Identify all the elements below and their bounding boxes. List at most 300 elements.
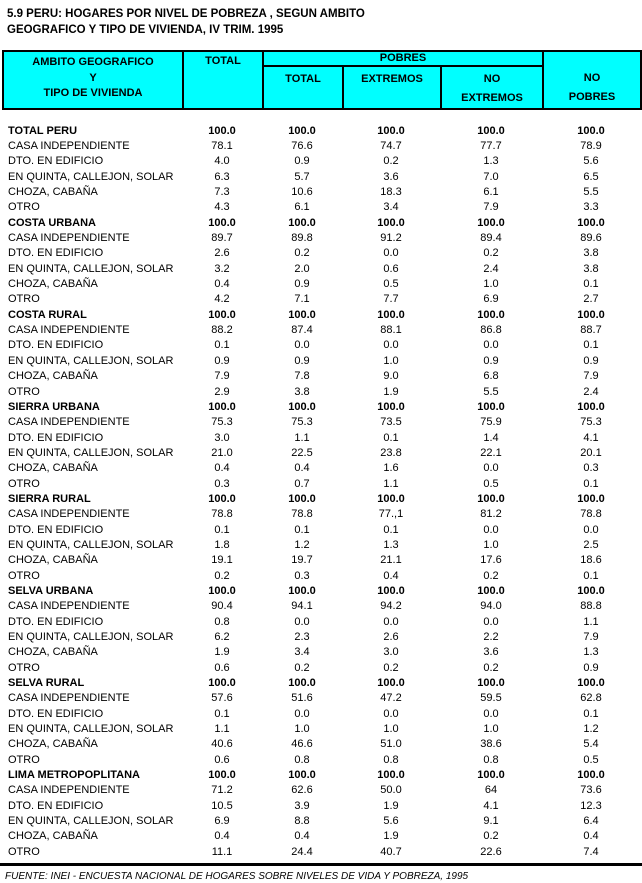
cell-value: 0.0 <box>294 339 310 352</box>
table-row <box>2 522 640 537</box>
cell-value: 2.4 <box>483 262 499 275</box>
cell-value: 3.8 <box>294 385 310 398</box>
cell-value: 0.9 <box>483 354 499 367</box>
cell-value: 100.0 <box>377 492 405 505</box>
cell-value: 78.1 <box>211 140 233 153</box>
cell-value: 6.4 <box>583 815 599 828</box>
cell-value: 100.0 <box>288 584 316 597</box>
row-label: DTO. EN EDIFICIO <box>8 155 104 168</box>
cell-value: 100.0 <box>288 124 316 137</box>
cell-value: 3.0 <box>383 646 399 659</box>
cell-value: 0.0 <box>383 247 399 260</box>
table-row <box>2 415 640 430</box>
cell-value: 0.0 <box>294 615 310 628</box>
cell-value: 0.0 <box>483 523 499 536</box>
cell-value: 89.7 <box>211 232 233 245</box>
header-no-pobres-line-1: NO <box>583 72 601 84</box>
cell-value: 1.8 <box>214 538 230 551</box>
table-row <box>2 721 640 736</box>
cell-value: 2.3 <box>294 631 310 644</box>
table-row <box>2 322 640 337</box>
cell-value: 1.3 <box>383 538 399 551</box>
cell-value: 0.4 <box>294 830 310 843</box>
cell-value: 50.0 <box>380 784 402 797</box>
section-header-row <box>2 215 640 230</box>
cell-value: 7.8 <box>294 370 310 383</box>
cell-value: 0.8 <box>483 753 499 766</box>
section-header-row <box>2 767 640 782</box>
header-no-extremos-line-2: EXTREMOS <box>461 92 523 104</box>
cell-value: 1.0 <box>383 354 399 367</box>
table-row <box>2 369 640 384</box>
cell-value: 100.0 <box>577 584 605 597</box>
header-cell-ambito <box>3 51 183 109</box>
row-label: CHOZA, CABAÑA <box>8 278 98 291</box>
header-no-pobres-line-2: POBRES <box>568 91 616 103</box>
cell-value: 1.1 <box>583 615 599 628</box>
cell-value: 18.6 <box>580 554 602 567</box>
title-line-2: GEOGRAFICO Y TIPO DE VIVIENDA, IV TRIM. 1995 <box>7 24 284 36</box>
cell-value: 100.0 <box>377 400 405 413</box>
cell-value: 0.1 <box>583 477 599 490</box>
row-label: CASA INDEPENDIENTE <box>8 692 130 705</box>
cell-value: 100.0 <box>288 400 316 413</box>
cell-value: 6.2 <box>214 631 230 644</box>
cell-value: 21.0 <box>211 446 233 459</box>
cell-value: 0.8 <box>294 753 310 766</box>
table-header <box>2 50 642 110</box>
cell-value: 2.6 <box>383 631 399 644</box>
cell-value: 0.3 <box>583 462 599 475</box>
cell-value: 0.9 <box>294 155 310 168</box>
section-header-row <box>2 123 640 138</box>
cell-value: 100.0 <box>288 216 316 229</box>
cell-value: 1.1 <box>294 431 310 444</box>
table-row <box>2 445 640 460</box>
cell-value: 0.9 <box>214 354 230 367</box>
cell-value: 57.6 <box>211 692 233 705</box>
section-header-row <box>2 491 640 506</box>
cell-value: 2.7 <box>583 293 599 306</box>
cell-value: 7.3 <box>214 186 230 199</box>
cell-value: 88.7 <box>580 324 602 337</box>
cell-value: 6.1 <box>483 186 499 199</box>
cell-value: 0.1 <box>583 278 599 291</box>
table-row <box>2 645 640 660</box>
document-title <box>7 6 642 38</box>
cell-value: 73.6 <box>580 784 602 797</box>
table-row <box>2 338 640 353</box>
section-header-row <box>2 675 640 690</box>
cell-value: 3.4 <box>383 201 399 214</box>
row-label: CASA INDEPENDIENTE <box>8 600 130 613</box>
cell-value: 0.0 <box>483 707 499 720</box>
cell-value: 7.1 <box>294 293 310 306</box>
cell-value: 1.0 <box>483 538 499 551</box>
cell-value: 0.9 <box>294 354 310 367</box>
row-label: OTRO <box>8 753 40 766</box>
cell-value: 1.9 <box>214 646 230 659</box>
table-row <box>2 230 640 245</box>
section-name: SELVA URBANA <box>8 584 94 597</box>
cell-value: 91.2 <box>380 232 402 245</box>
cell-value: 100.0 <box>377 124 405 137</box>
cell-value: 94.2 <box>380 600 402 613</box>
table-row <box>2 169 640 184</box>
cell-value: 6.8 <box>483 370 499 383</box>
cell-value: 22.5 <box>291 446 313 459</box>
cell-value: 0.4 <box>583 830 599 843</box>
table-row <box>2 752 640 767</box>
cell-value: 2.4 <box>583 385 599 398</box>
cell-value: 20.1 <box>580 446 602 459</box>
cell-value: 10.6 <box>291 186 313 199</box>
header-cell-total: TOTAL <box>183 51 263 109</box>
cell-value: 62.6 <box>291 784 313 797</box>
cell-value: 0.1 <box>383 431 399 444</box>
row-label: EN QUINTA, CALLEJON, SOLAR <box>8 723 174 736</box>
cell-value: 0.4 <box>214 830 230 843</box>
cell-value: 7.9 <box>583 631 599 644</box>
cell-value: 46.6 <box>291 738 313 751</box>
table-row <box>2 660 640 675</box>
row-label: CASA INDEPENDIENTE <box>8 324 130 337</box>
header-no-extremos-line-1: NO <box>483 73 501 85</box>
header-cell-pobres-group: POBRES <box>263 51 543 66</box>
cell-value: 100.0 <box>577 308 605 321</box>
table-row <box>2 261 640 276</box>
row-label: DTO. EN EDIFICIO <box>8 431 104 444</box>
table-row <box>2 138 640 153</box>
cell-value: 87.4 <box>291 324 313 337</box>
table-row <box>2 292 640 307</box>
cell-value: 0.2 <box>483 661 499 674</box>
cell-value: 81.2 <box>480 508 502 521</box>
cell-value: 0.8 <box>214 615 230 628</box>
row-label: CHOZA, CABAÑA <box>8 830 98 843</box>
cell-value: 0.3 <box>214 477 230 490</box>
cell-value: 7.9 <box>583 370 599 383</box>
cell-value: 19.7 <box>291 554 313 567</box>
cell-value: 1.4 <box>483 431 499 444</box>
cell-value: 62.8 <box>580 692 602 705</box>
header-ambito-line-1: AMBITO GEOGRAFICO <box>32 55 154 68</box>
cell-value: 0.5 <box>583 753 599 766</box>
cell-value: 9.0 <box>383 370 399 383</box>
row-label: EN QUINTA, CALLEJON, SOLAR <box>8 170 174 183</box>
row-label: DTO. EN EDIFICIO <box>8 799 104 812</box>
cell-value: 17.6 <box>480 554 502 567</box>
cell-value: 100.0 <box>577 400 605 413</box>
row-label: CHOZA, CABAÑA <box>8 462 98 475</box>
table-row <box>2 813 640 828</box>
cell-value: 75.3 <box>580 416 602 429</box>
section-name: COSTA URBANA <box>8 216 96 229</box>
row-label: CHOZA, CABAÑA <box>8 738 98 751</box>
cell-value: 2.5 <box>583 538 599 551</box>
cell-value: 94.0 <box>480 600 502 613</box>
table-row <box>2 200 640 215</box>
cell-value: 88.8 <box>580 600 602 613</box>
table-row <box>2 706 640 721</box>
cell-value: 0.2 <box>294 247 310 260</box>
table-row <box>2 737 640 752</box>
table-row <box>2 614 640 629</box>
cell-value: 4.0 <box>214 155 230 168</box>
row-label: EN QUINTA, CALLEJON, SOLAR <box>8 354 174 367</box>
table-row <box>2 476 640 491</box>
row-label: OTRO <box>8 385 40 398</box>
cell-value: 100.0 <box>577 216 605 229</box>
cell-value: 1.1 <box>383 477 399 490</box>
cell-value: 100.0 <box>577 677 605 690</box>
cell-value: 1.9 <box>383 385 399 398</box>
row-label: CASA INDEPENDIENTE <box>8 508 130 521</box>
cell-value: 0.1 <box>214 339 230 352</box>
header-cell-pobres-total: TOTAL <box>263 66 343 109</box>
cell-value: 0.1 <box>214 707 230 720</box>
section-name: SIERRA RURAL <box>8 492 91 505</box>
section-name: LIMA METROPOPLITANA <box>8 769 140 782</box>
cell-value: 3.6 <box>483 646 499 659</box>
row-label: DTO. EN EDIFICIO <box>8 707 104 720</box>
cell-value: 6.1 <box>294 201 310 214</box>
cell-value: 100.0 <box>577 769 605 782</box>
cell-value: 1.6 <box>383 462 399 475</box>
table-row <box>2 599 640 614</box>
cell-value: 4.3 <box>214 201 230 214</box>
header-ambito-line-3: TIPO DE VIVIENDA <box>43 87 143 100</box>
cell-value: 0.1 <box>383 523 399 536</box>
cell-value: 5.5 <box>583 186 599 199</box>
cell-value: 7.7 <box>383 293 399 306</box>
cell-value: 0.0 <box>383 339 399 352</box>
cell-value: 40.7 <box>380 845 402 858</box>
header-cell-no-extremos <box>441 66 543 109</box>
cell-value: 3.4 <box>294 646 310 659</box>
cell-value: 0.0 <box>483 615 499 628</box>
cell-value: 0.4 <box>294 462 310 475</box>
cell-value: 7.9 <box>214 370 230 383</box>
cell-value: 51.0 <box>380 738 402 751</box>
cell-value: 51.6 <box>291 692 313 705</box>
cell-value: 0.2 <box>383 661 399 674</box>
row-label: EN QUINTA, CALLEJON, SOLAR <box>8 446 174 459</box>
cell-value: 7.0 <box>483 170 499 183</box>
cell-value: 19.1 <box>211 554 233 567</box>
cell-value: 3.0 <box>214 431 230 444</box>
cell-value: 64 <box>484 784 498 797</box>
cell-value: 5.5 <box>483 385 499 398</box>
cell-value: 100.0 <box>477 769 505 782</box>
cell-value: 94.1 <box>291 600 313 613</box>
table-row <box>2 246 640 261</box>
cell-value: 0.6 <box>383 262 399 275</box>
cell-value: 74.7 <box>380 140 402 153</box>
row-label: CHOZA, CABAÑA <box>8 554 98 567</box>
section-header-row <box>2 307 640 322</box>
cell-value: 2.0 <box>294 262 310 275</box>
cell-value: 3.6 <box>383 170 399 183</box>
cell-value: 0.5 <box>383 278 399 291</box>
cell-value: 5.6 <box>383 815 399 828</box>
cell-value: 0.0 <box>294 707 310 720</box>
row-label: EN QUINTA, CALLEJON, SOLAR <box>8 815 174 828</box>
table-row <box>2 568 640 583</box>
table-body <box>2 123 640 860</box>
row-label: CASA INDEPENDIENTE <box>8 784 130 797</box>
cell-value: 90.4 <box>211 600 233 613</box>
cell-value: 78.8 <box>211 508 233 521</box>
cell-value: 21.1 <box>380 554 402 567</box>
cell-value: 100.0 <box>477 492 505 505</box>
cell-value: 100.0 <box>288 492 316 505</box>
cell-value: 1.2 <box>294 538 310 551</box>
table-row <box>2 384 640 399</box>
cell-value: 0.2 <box>383 155 399 168</box>
cell-value: 76.6 <box>291 140 313 153</box>
table-row <box>2 184 640 199</box>
section-name: SELVA RURAL <box>8 677 85 690</box>
cell-value: 0.2 <box>214 569 230 582</box>
row-label: EN QUINTA, CALLEJON, SOLAR <box>8 538 174 551</box>
cell-value: 100.0 <box>377 308 405 321</box>
cell-value: 100.0 <box>477 124 505 137</box>
cell-value: 0.0 <box>483 339 499 352</box>
row-label: CASA INDEPENDIENTE <box>8 140 130 153</box>
cell-value: 6.3 <box>214 170 230 183</box>
row-label: EN QUINTA, CALLEJON, SOLAR <box>8 262 174 275</box>
cell-value: 3.3 <box>583 201 599 214</box>
cell-value: 5.6 <box>583 155 599 168</box>
cell-value: 100.0 <box>208 584 236 597</box>
cell-value: 0.1 <box>583 569 599 582</box>
row-label: DTO. EN EDIFICIO <box>8 247 104 260</box>
cell-value: 8.8 <box>294 815 310 828</box>
cell-value: 7.4 <box>583 845 599 858</box>
header-row-group <box>3 51 641 66</box>
cell-value: 4.1 <box>583 431 599 444</box>
cell-value: 7.9 <box>483 201 499 214</box>
cell-value: 40.6 <box>211 738 233 751</box>
cell-value: 73.5 <box>380 416 402 429</box>
row-label: DTO. EN EDIFICIO <box>8 615 104 628</box>
cell-value: 100.0 <box>288 677 316 690</box>
row-label: OTRO <box>8 569 40 582</box>
cell-value: 0.5 <box>483 477 499 490</box>
cell-value: 100.0 <box>208 216 236 229</box>
cell-value: 0.9 <box>294 278 310 291</box>
cell-value: 10.5 <box>211 799 233 812</box>
cell-value: 0.9 <box>583 354 599 367</box>
cell-value: 1.3 <box>483 155 499 168</box>
cell-value: 0.4 <box>214 462 230 475</box>
cell-value: 0.3 <box>294 569 310 582</box>
cell-value: 100.0 <box>288 308 316 321</box>
header-cell-no-pobres <box>543 51 641 109</box>
row-label: CHOZA, CABAÑA <box>8 370 98 383</box>
cell-value: 100.0 <box>208 769 236 782</box>
cell-value: 100.0 <box>377 216 405 229</box>
cell-value: 0.1 <box>583 339 599 352</box>
cell-value: 0.2 <box>483 569 499 582</box>
section-header-row <box>2 583 640 598</box>
cell-value: 47.2 <box>380 692 402 705</box>
cell-value: 4.2 <box>214 293 230 306</box>
row-label: OTRO <box>8 661 40 674</box>
cell-value: 6.9 <box>483 293 499 306</box>
cell-value: 100.0 <box>477 677 505 690</box>
table-row <box>2 537 640 552</box>
footer-rule <box>0 863 642 866</box>
cell-value: 3.8 <box>583 262 599 275</box>
cell-value: 71.2 <box>211 784 233 797</box>
cell-value: 100.0 <box>208 124 236 137</box>
section-header-row <box>2 399 640 414</box>
cell-value: 100.0 <box>288 769 316 782</box>
row-label: DTO. EN EDIFICIO <box>8 339 104 352</box>
cell-value: 100.0 <box>377 584 405 597</box>
row-label: OTRO <box>8 293 40 306</box>
row-label: DTO. EN EDIFICIO <box>8 523 104 536</box>
cell-value: 0.1 <box>214 523 230 536</box>
cell-value: 0.0 <box>383 615 399 628</box>
cell-value: 89.8 <box>291 232 313 245</box>
cell-value: 23.8 <box>380 446 402 459</box>
header-ambito-line-2: Y <box>89 71 97 84</box>
table-row <box>2 353 640 368</box>
cell-value: 18.3 <box>380 186 402 199</box>
cell-value: 1.9 <box>383 799 399 812</box>
table-row <box>2 430 640 445</box>
cell-value: 1.0 <box>483 278 499 291</box>
row-label: OTRO <box>8 845 40 858</box>
cell-value: 0.8 <box>383 753 399 766</box>
cell-value: 0.9 <box>583 661 599 674</box>
cell-value: 11.1 <box>211 845 233 858</box>
table-row <box>2 691 640 706</box>
table-row <box>2 461 640 476</box>
cell-value: 100.0 <box>477 308 505 321</box>
row-label: CASA INDEPENDIENTE <box>8 232 130 245</box>
cell-value: 2.2 <box>483 631 499 644</box>
cell-value: 75.9 <box>480 416 502 429</box>
cell-value: 1.9 <box>383 830 399 843</box>
cell-value: 78.8 <box>580 508 602 521</box>
cell-value: 100.0 <box>208 677 236 690</box>
section-name: COSTA RURAL <box>8 308 87 321</box>
section-name: TOTAL PERU <box>8 124 78 137</box>
cell-value: 3.2 <box>214 262 230 275</box>
cell-value: 0.6 <box>214 661 230 674</box>
cell-value: 2.9 <box>214 385 230 398</box>
cell-value: 89.6 <box>580 232 602 245</box>
cell-value: 100.0 <box>577 124 605 137</box>
row-label: EN QUINTA, CALLEJON, SOLAR <box>8 631 174 644</box>
cell-value: 5.7 <box>294 170 310 183</box>
cell-value: 0.4 <box>383 569 399 582</box>
row-label: CHOZA, CABAÑA <box>8 646 98 659</box>
cell-value: 77.,1 <box>378 508 404 521</box>
cell-value: 100.0 <box>477 400 505 413</box>
cell-value: 0.1 <box>294 523 310 536</box>
table-row <box>2 553 640 568</box>
cell-value: 24.4 <box>291 845 313 858</box>
cell-value: 0.1 <box>583 707 599 720</box>
source-note: FUENTE: INEI - ENCUESTA NACIONAL DE HOGARES SOBRE NIVELES DE VIDA Y POBREZA, 1995 <box>5 870 469 882</box>
cell-value: 4.1 <box>483 799 499 812</box>
table-row <box>2 507 640 522</box>
